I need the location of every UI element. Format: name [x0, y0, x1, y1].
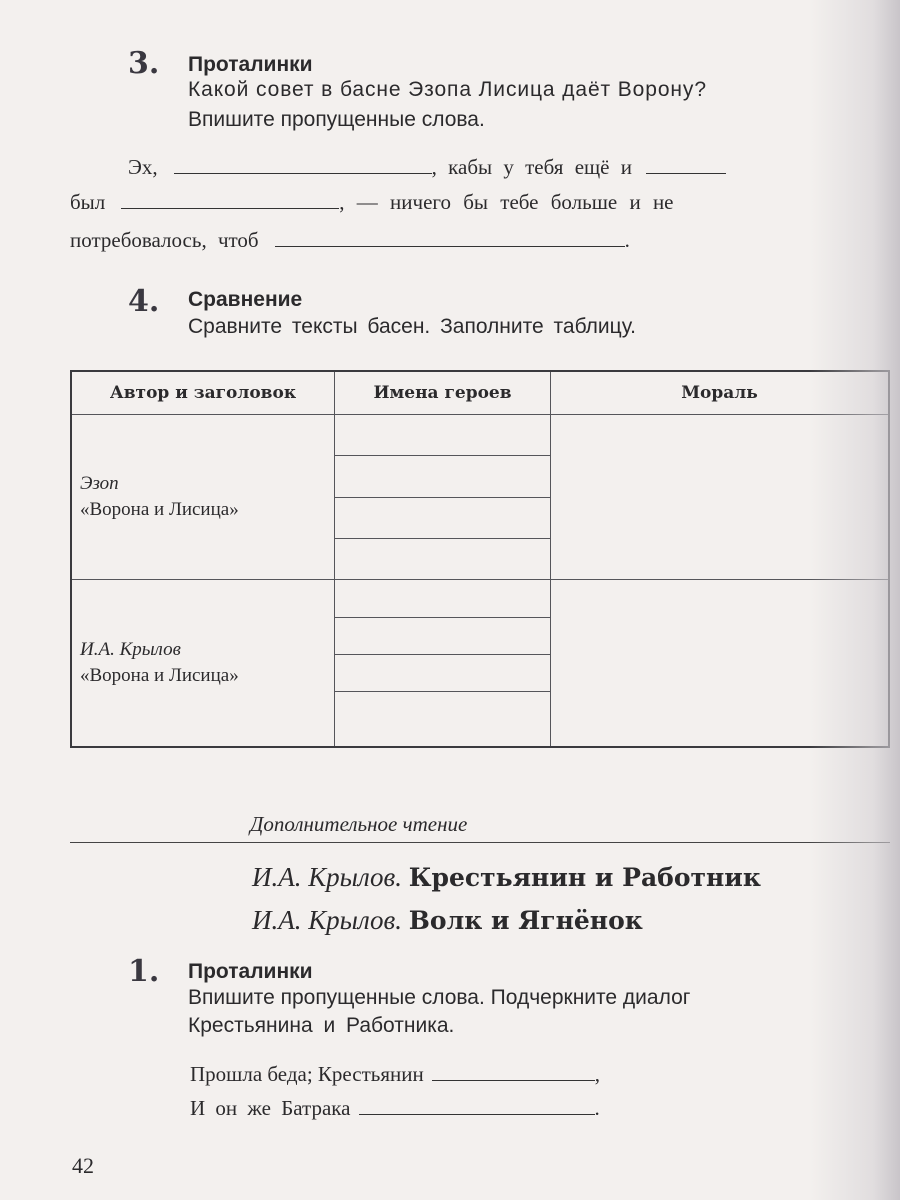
work-author: И.А. Крылов.: [252, 905, 403, 935]
work-title-1: [252, 862, 761, 893]
task-3-exercise-line-1: [128, 155, 736, 180]
task-3-exercise-line-3: [70, 228, 630, 253]
author-name: И.А. Крылов: [80, 639, 181, 661]
column-header-author: Автор и заголовок: [71, 371, 335, 415]
verse-text: ,: [594, 1062, 600, 1086]
exercise-text: .: [624, 228, 630, 252]
verse-line-2: [190, 1096, 600, 1121]
task-1-instruction-line-2: Крестьянина и Работника.: [188, 1014, 455, 1037]
exercise-text: был: [70, 190, 106, 214]
author-cell-aesop: [71, 415, 335, 580]
exercise-text: , — ничего бы тебе больше и не: [339, 190, 674, 214]
exercise-text: потребовалось, чтоб: [70, 228, 259, 252]
work-name: Волк и Ягнёнок: [408, 906, 643, 935]
table-row: [71, 415, 889, 456]
answer-blank[interactable]: [646, 172, 726, 174]
fable-title: «Ворона и Лисица»: [80, 665, 239, 687]
task-4-number: 4.: [128, 284, 160, 319]
section-label: Дополнительное чтение: [250, 812, 468, 836]
heroes-cell[interactable]: [335, 497, 551, 538]
heroes-cell[interactable]: [335, 456, 551, 497]
task-3-instruction-line-2: Впишите пропущенные слова.: [188, 108, 485, 131]
answer-blank[interactable]: [359, 1113, 595, 1115]
column-header-heroes: Имена героев: [335, 371, 551, 415]
heroes-cell[interactable]: [335, 415, 551, 456]
task-4-instruction: Сравните тексты басен. Заполните таблицу.: [188, 315, 636, 338]
verse-text: .: [594, 1096, 600, 1120]
table-header-row: [71, 371, 889, 415]
task-1-heading: Проталинки: [188, 960, 313, 983]
verse-text: Прошла беда; Крестьянин: [190, 1062, 424, 1086]
answer-blank[interactable]: [174, 172, 432, 174]
heroes-cell[interactable]: [335, 617, 551, 654]
exercise-text: , кабы у тебя ещё и: [431, 155, 632, 179]
task-4-heading: Сравнение: [188, 288, 303, 311]
heroes-cell[interactable]: [335, 539, 551, 580]
task-3-number: 3.: [128, 46, 160, 81]
author-cell-krylov: [71, 580, 335, 747]
exercise-text: Эх,: [128, 155, 158, 179]
task-3-exercise-line-2: [70, 190, 674, 215]
divider: [70, 842, 890, 843]
work-author: И.А. Крылов.: [252, 862, 403, 892]
heroes-cell[interactable]: [335, 654, 551, 691]
task-1-instruction-line-1: Впишите пропущенные слова. Подчеркните диалог: [188, 986, 691, 1009]
verse-line-1: [190, 1062, 600, 1087]
fable-title: «Ворона и Лисица»: [80, 499, 239, 521]
column-header-moral: Мораль: [551, 371, 890, 415]
moral-cell[interactable]: [551, 580, 890, 747]
comparison-table: [70, 370, 890, 748]
work-name: Крестьянин и Работник: [408, 863, 761, 892]
verse-text: И он же Батрака: [190, 1096, 351, 1120]
page-number: 42: [72, 1153, 94, 1178]
table-row: [71, 580, 889, 617]
task-1-number: 1.: [128, 954, 160, 989]
heroes-cell[interactable]: [335, 580, 551, 617]
heroes-cell[interactable]: [335, 691, 551, 747]
answer-blank[interactable]: [432, 1079, 595, 1081]
work-title-2: [252, 905, 643, 936]
task-3-instruction-line-1: Какой совет в басне Эзопа Лисица даёт Ворону?: [188, 78, 707, 101]
answer-blank[interactable]: [275, 245, 625, 247]
moral-cell[interactable]: [551, 415, 890, 580]
task-3-heading: Проталинки: [188, 53, 313, 76]
author-name: Эзоп: [80, 473, 119, 495]
answer-blank[interactable]: [121, 207, 339, 209]
